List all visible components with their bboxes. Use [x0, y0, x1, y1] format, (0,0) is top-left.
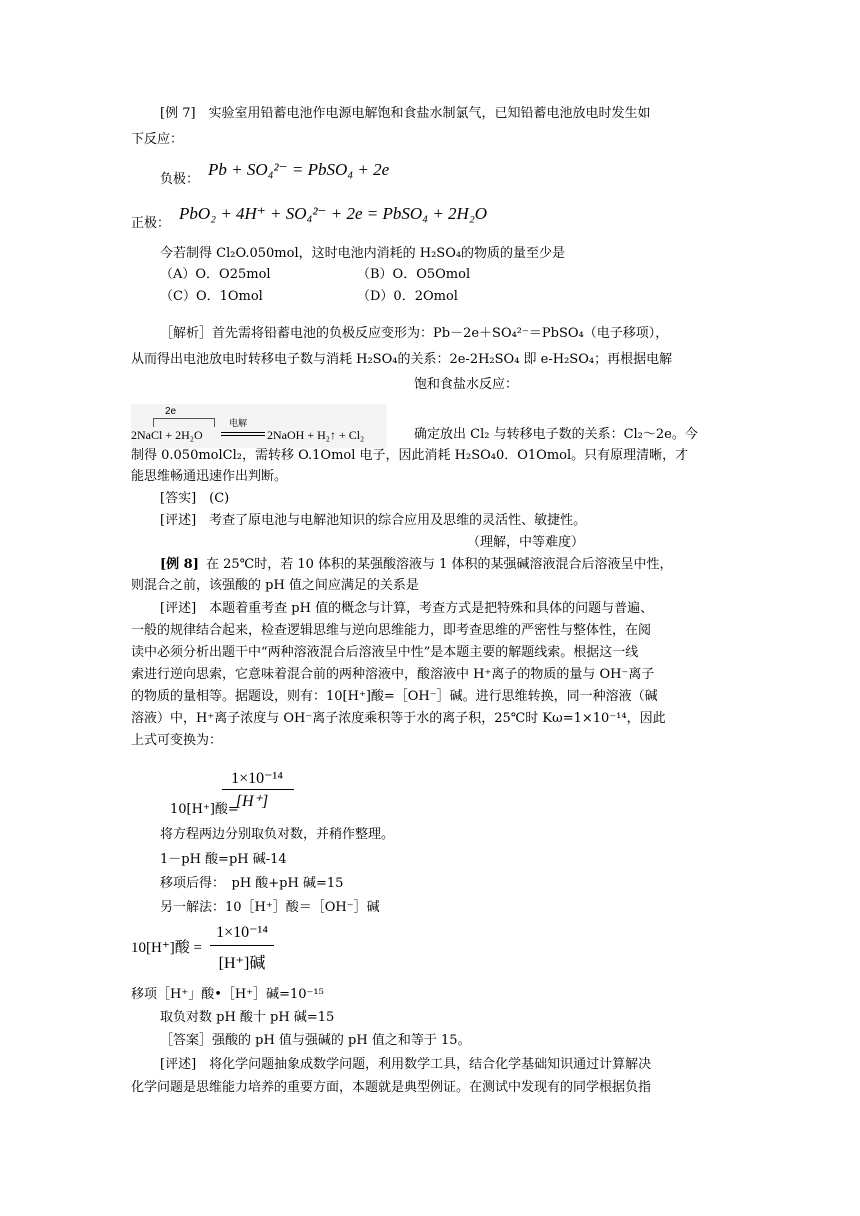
example7-line1: [例 7] 实验室用铅蓄电池作电源电解饱和食盐水制氯气，已知铅蓄电池放电时发生如 — [160, 106, 651, 121]
analysis-line6: 能思维畅通迅速作出判断。 — [131, 469, 288, 484]
option-d: （D）0．2Omol — [357, 289, 458, 304]
positive-equation: PbO₂ + 4H⁺ + SO₄²⁻ + 2e = PbSO₄ + 2H₂O — [179, 204, 488, 223]
review8-line3: 读中必须分析出题干中“两种溶液混合后溶液呈中性”是本题主要的解题线索。根据这一线 — [131, 645, 639, 660]
question-line: 今若制得 Cl₂O.050mol，这时电池内消耗的 H₂SO₄的物质的量至少是 — [160, 246, 566, 261]
difficulty-7: （理解，中等难度） — [467, 535, 585, 550]
example8-tag: [例 8] — [160, 557, 199, 572]
analysis-line4: 确定放出 Cl₂ 与转移电子数的关系：Cl₂～2e。今 — [414, 427, 698, 442]
formula1-numerator: 1×10⁻¹⁴ — [231, 770, 283, 787]
answer-7: [答实] (C) — [160, 491, 230, 506]
review9-line2: 化学问题是思维能力培养的重要方面，本题就是典型例证。在测试中发现有的同学根据负指 — [131, 1080, 652, 1095]
option-a: （A）O．O25mol — [160, 267, 271, 282]
review8-line7: 上式可变换为： — [131, 733, 223, 748]
formula2-bar — [210, 945, 274, 946]
example8-line1: 在 25℃时，若 10 体积的某强酸溶液与 1 体积的某强碱溶液混合后溶液呈中性， — [206, 557, 673, 572]
analysis-line2: 从而得出电池放电时转移电子数与消耗 H₂SO₄的关系：2e-2H₂SO₄ 即 e-H₂SO₄；再根据电解 — [131, 352, 673, 367]
electron-transfer-label: 2e — [165, 406, 177, 417]
option-b: （B）O．O5Omol — [357, 267, 471, 282]
formula1-bar — [222, 789, 294, 790]
review8-line2: 一般的规律结合起来，检查逻辑思维与逆向思维能力，即考查思维的严密性与整体性，在阅 — [131, 623, 652, 638]
formula1-left: 10[H⁺]酸= — [170, 802, 239, 817]
step-6: 取负对数 pH 酸十 pH 碱=15 — [160, 1010, 335, 1025]
example8-line2: 则混合之前，该强酸的 pH 值之间应满足的关系是 — [131, 578, 419, 593]
electrolysis-bar — [221, 432, 265, 436]
positive-label: 正极： — [131, 216, 171, 231]
review9-line1: [评述] 将化学问题抽象成数学问题，利用数学工具，结合化学基础知识通过计算解决 — [160, 1057, 652, 1072]
step-5: 移项［H⁺」酸•［H⁺］碱=10⁻¹⁵ — [131, 987, 324, 1002]
review-7: [评述] 考查了原电池与电解池知识的综合应用及思维的灵活性、敏捷性。 — [160, 513, 587, 528]
electrolysis-left: 2NaCl + 2H₂O — [131, 428, 203, 442]
negative-equation: Pb + SO₄²⁻ = PbSO₄ + 2e — [208, 160, 390, 179]
formula2-numerator: 1×10⁻¹⁴ — [216, 924, 268, 941]
formula2-denominator: [H⁺]碱 — [218, 955, 266, 972]
step-1: 将方程两边分别取负对数，并稍作整理。 — [160, 827, 395, 842]
electron-transfer-arrow — [153, 418, 215, 427]
review8-line1: [评述] 本题着重考查 pH 值的概念与计算，考查方式是把特殊和具体的问题与普遍、 — [160, 601, 654, 616]
electrolysis-right: 2NaOH + H₂↑ + Cl₂ — [267, 428, 365, 442]
formula1-denominator: [H⁺] — [235, 793, 269, 810]
analysis-line3: 饱和食盐水反应： — [414, 377, 519, 392]
electrolysis-condition: 电解 — [229, 419, 248, 429]
step-3: 移项后得： pH 酸+pH 碱=15 — [160, 876, 344, 891]
review8-line4: 索进行逆向思索，它意味着混合前的两种溶液中，酸溶液中 H⁺离子的物质的量与 OH⁻离子 — [131, 667, 655, 682]
step-4: 另一解法：10［H⁺］酸＝［OH⁻］碱 — [160, 900, 380, 915]
answer-8: ［答案］强酸的 pH 值与强碱的 pH 值之和等于 15。 — [160, 1033, 471, 1048]
option-c: （C）O．1Omol — [160, 289, 263, 304]
analysis-line1: ［解析］首先需将铅蓄电池的负极反应变形为：Pb－2e＋SO₄²⁻＝PbSO₄（电子移项）， — [160, 326, 669, 341]
step-2: 1－pH 酸=pH 碱-14 — [160, 852, 287, 867]
analysis-line5: 制得 0.050molCl₂，需转移 O.1Omol 电子，因此消耗 H₂SO₄0．O1Omol。只有原理清晰，才 — [131, 448, 689, 463]
review8-line5: 的物质的量相等。据题设，则有：10[H⁺]酸=［OH⁻］碱。进行思维转换，同一种溶液（碱 — [131, 689, 658, 704]
formula2-left: 10[H⁺]酸 = — [131, 940, 202, 956]
negative-label: 负极： — [160, 172, 200, 187]
review8-line6: 溶液）中，H⁺离子浓度与 OH⁻离子浓度乘积等于水的离子积，25℃时 Kω=1×10⁻¹⁴，因此 — [131, 711, 666, 726]
electrolysis-equation-image — [131, 404, 387, 448]
example7-line2: 下反应： — [131, 132, 184, 147]
